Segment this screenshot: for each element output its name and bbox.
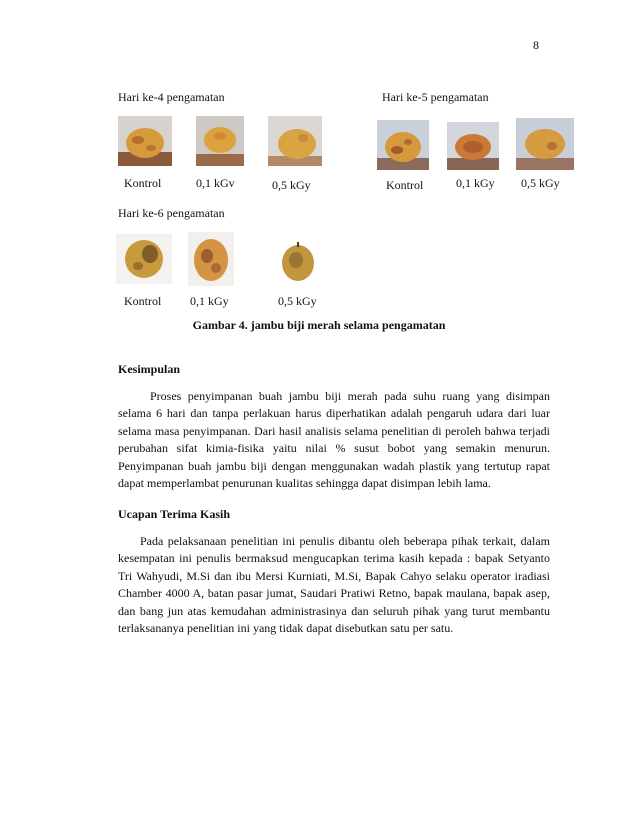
photo-day4-0-5kgy [268,116,322,166]
day4-title: Hari ke-4 pengamatan [118,90,225,104]
day4-label-0-5: 0,5 kGy [272,178,311,192]
acknowledgement-paragraph [118,533,550,637]
day5-label-0-5: 0,5 kGy [521,176,560,190]
day6-label-0-5: 0,5 kGy [278,294,317,308]
day5-label-kontrol: Kontrol [386,178,424,192]
photo-day6-0-5kgy [270,236,326,286]
day4-label-0-1: 0,1 kGv [196,176,235,190]
acknowledgement-heading: Ucapan Terima Kasih [118,507,231,521]
photo-day4-kontrol [118,116,172,166]
day4-label-kontrol: Kontrol [124,176,162,190]
conclusion-paragraph [118,388,550,492]
photo-day6-0-1kgy [188,232,234,286]
day5-label-0-1: 0,1 kGy [456,176,495,190]
figure-caption: Gambar 4. jambu biji merah selama pengamatan [192,318,446,332]
photo-day6-kontrol [116,234,172,284]
conclusion-text: Proses penyimpanan buah jambu biji merah pada suhu ruang yang disimpan selama 6 hari dan tanpa perlakuan harus diperhatikan adalah pengaruh udara dari luar selama masa penyimpanan. Dari hasil analisis selama penelitian di peroleh bahwa terjadi perubahan sifat kimia-fisika yaitu nilai % susut bobot yang semakin menurun. Penyimpanan buah jambu biji dengan menggunakan wadah plastik yang tertutup rapat dapat memperlambat penurunan kualitas sehingga dapat disimpan lebih lama. [118,389,550,491]
photo-day5-kontrol [377,120,429,170]
day6-label-kontrol: Kontrol [124,294,162,308]
day6-label-0-1: 0,1 kGy [190,294,229,308]
photo-day5-0-5kgy [516,118,574,170]
conclusion-heading: Kesimpulan [118,362,181,376]
page-number: 8 [533,38,539,52]
day5-title: Hari ke-5 pengamatan [382,90,489,104]
day6-title: Hari ke-6 pengamatan [118,206,225,220]
acknowledgement-text: Pada pelaksanaan penelitian ini penulis dibantu oleh beberapa pihak terkait, dalam kesempatan ini penulis bermaksud mengucapkan terima kasih kepada : bapak Setyanto Tri Wahyudi, M.Si dan ibu Mersi Kurniati, M.Si, Bapak Cahyo selaku operator iradiasi Chamber 4000 A, batan pasar jumat, Saudari Pratiwi Retno, bapak maulana, bapak asep, dan bang jun atas kemudahan administrasinya dan seluruh pihak yang turut membantu terlaksananya penelitian ini yang tidak dapat disebutkan satu per satu. [118,534,550,636]
photo-day4-0-1kgy [196,116,244,166]
photo-day5-0-1kgy [447,122,499,170]
